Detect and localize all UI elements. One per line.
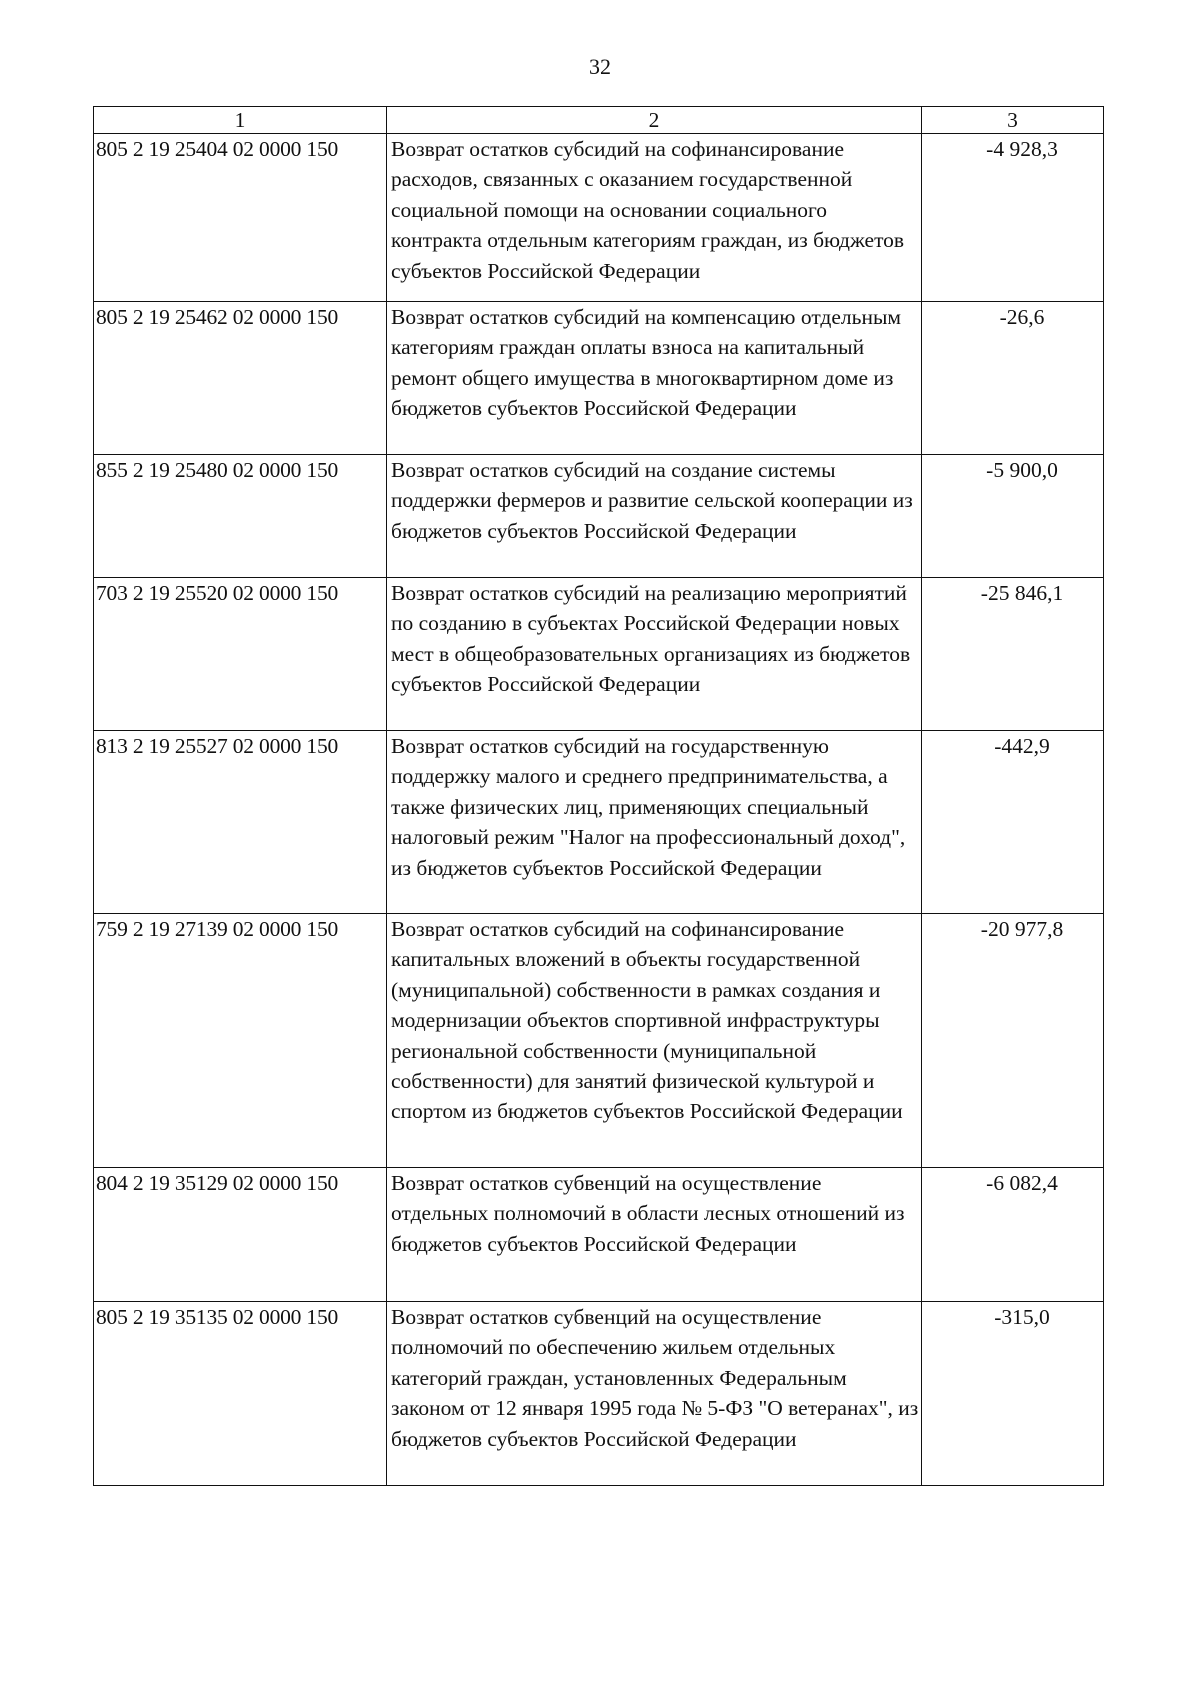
table-row [94,1168,1104,1302]
budget-code-cell: 855 2 19 25480 02 0000 150 [94,455,387,578]
budget-code-cell: 813 2 19 25527 02 0000 150 [94,731,387,914]
budget-code-cell: 759 2 19 27139 02 0000 150 [94,914,387,1168]
description-cell: Возврат остатков субсидий на реализацию мероприятий по созданию в субъектах Российской Федерации новых мест в общеобразовательных организациях из бюджетов субъектов Российской Федерации [387,578,922,731]
table-row [94,455,1104,578]
table-row [94,134,1104,302]
description-cell: Возврат остатков субсидий на софинансирование расходов, связанных с оказанием государственной социальной помощи на основании социального контракта отдельным категориям граждан, из бюджетов субъектов Российской Федерации [387,134,922,302]
budget-code-cell: 804 2 19 35129 02 0000 150 [94,1168,387,1302]
table-header-row [94,107,1104,134]
description-cell: Возврат остатков субсидий на компенсацию отдельным категориям граждан оплаты взноса на капитальный ремонт общего имущества в многоквартирном доме из бюджетов субъектов Российской Федерации [387,302,922,455]
page-number: 32 [589,54,611,79]
amount-cell: -4 928,3 [922,134,1104,302]
table-row [94,731,1104,914]
budget-code-cell: 805 2 19 25404 02 0000 150 [94,134,387,302]
column-header-2: 2 [387,107,922,134]
description-cell: Возврат остатков субсидий на государственную поддержку малого и среднего предпринимательства, а также физических лиц, применяющих специальный налоговый режим "Налог на профессиональный доход", из бюджетов субъектов Российской Федерации [387,731,922,914]
amount-cell: -25 846,1 [922,578,1104,731]
description-cell: Возврат остатков субвенций на осуществление полномочий по обеспечению жильем отдельных категорий граждан, установленных Федеральным законом от 12 января 1995 года № 5-ФЗ "О ветеранах", из бюджетов субъектов Российской Федерации [387,1302,922,1486]
table-row [94,578,1104,731]
amount-cell: -442,9 [922,731,1104,914]
table-row [94,1302,1104,1486]
budget-code-cell: 703 2 19 25520 02 0000 150 [94,578,387,731]
description-cell: Возврат остатков субсидий на создание системы поддержки фермеров и развитие сельской кооперации из бюджетов субъектов Российской Федерации [387,455,922,578]
budget-table [93,106,1104,1486]
table-row [94,914,1104,1168]
amount-cell: -5 900,0 [922,455,1104,578]
budget-code-cell: 805 2 19 25462 02 0000 150 [94,302,387,455]
table-row [94,302,1104,455]
description-cell: Возврат остатков субсидий на софинансирование капитальных вложений в объекты государственной (муниципальной) собственности в рамках создания и модернизации объектов спортивной инфраструктуры региональной собственности (муниципальной собственности) для занятий физической культурой и спортом из бюджетов субъектов Российской Федерации [387,914,922,1168]
budget-code-cell: 805 2 19 35135 02 0000 150 [94,1302,387,1486]
column-header-1: 1 [94,107,387,134]
description-cell: Возврат остатков субвенций на осуществление отдельных полномочий в области лесных отношений из бюджетов субъектов Российской Федерации [387,1168,922,1302]
amount-cell: -26,6 [922,302,1104,455]
amount-cell: -20 977,8 [922,914,1104,1168]
amount-cell: -6 082,4 [922,1168,1104,1302]
column-header-3: 3 [922,107,1104,134]
amount-cell: -315,0 [922,1302,1104,1486]
